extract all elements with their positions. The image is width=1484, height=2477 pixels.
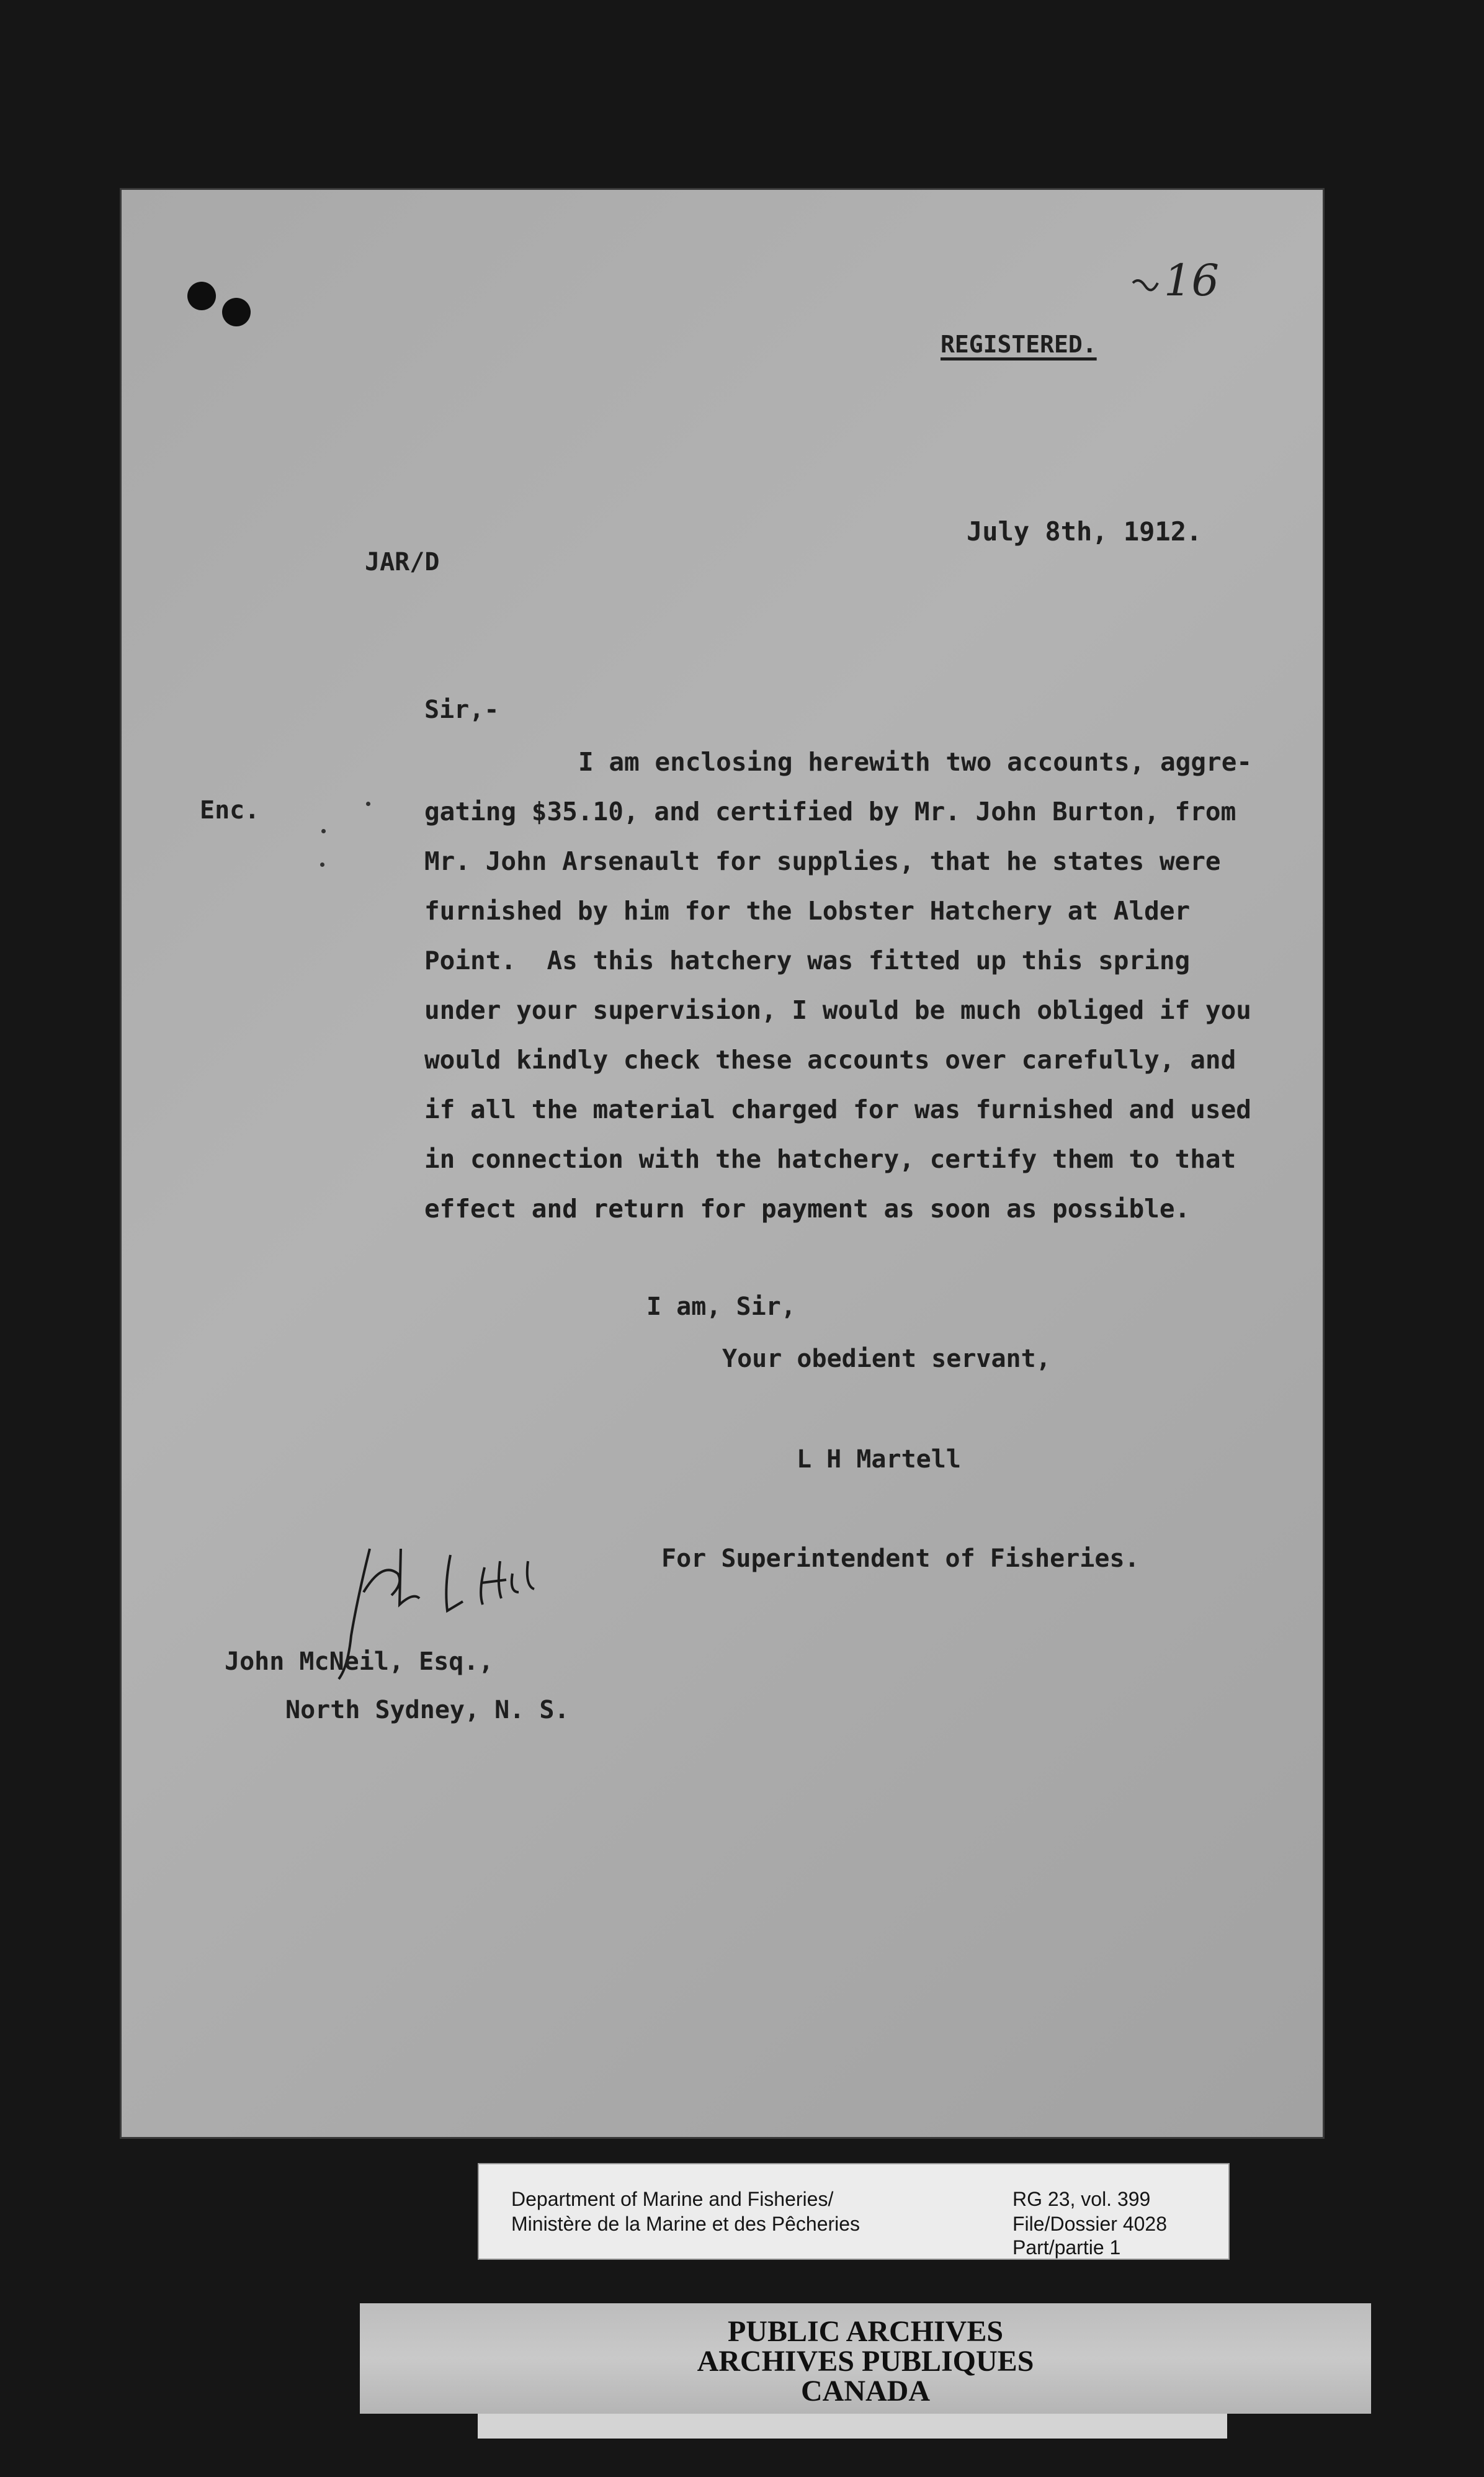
archive-reference-label [478,2163,1230,2260]
letter-page [122,190,1323,2137]
enclosure-mark: Enc. [200,796,260,825]
margin-dot [320,862,324,867]
addressee-name: John McNeil, Esq., [225,1647,494,1676]
reference-code: JAR/D [365,548,440,576]
margin-dot [321,829,326,833]
body-line-1: I am enclosing herewith two accounts, aggre- [578,747,1253,777]
punch-hole-right [222,298,251,326]
closing-line-2: Your obedient servant, [722,1345,1051,1373]
stamp-base [478,2414,1227,2439]
page-mark-text: 16 [1164,255,1220,306]
signatory-title: For Superintendent of Fisheries. [661,1544,1140,1573]
body-line-8: if all the material charged for was furnished and used [424,1095,1251,1124]
closing-line-1: I am, Sir, [646,1292,796,1321]
department-french: Ministère de la Marine et des Pêcheries [511,2213,860,2235]
stamp-line-2: ARCHIVES PUBLIQUES [697,2345,1034,2378]
letter-date: July 8th, 1912. [967,516,1202,547]
body-line-9: in connection with the hatchery, certify them to that [424,1144,1236,1174]
body-line-6: under your supervision, I would be much obliged if you [424,995,1251,1025]
body-line-5: Point. As this hatchery was fitted up this spring [424,946,1191,975]
part-number: Part/partie 1 [1012,2236,1121,2259]
body-line-7: would kindly check these accounts over carefully, and [424,1045,1236,1075]
body-line-2: gating $35.10, and certified by Mr. John Burton, from [424,797,1236,826]
handwritten-initials [264,1524,574,1710]
salutation: Sir,- [424,696,499,724]
body-line-10: effect and return for payment as soon as possible. [424,1194,1191,1224]
record-group: RG 23, vol. 399 [1012,2188,1151,2210]
registered-heading: REGISTERED. [941,331,1097,358]
body-line-4: furnished by him for the Lobster Hatchery at Alder [424,896,1191,926]
body-line-3: Mr. John Arsenault for supplies, that he states were [424,846,1221,876]
punch-hole-left [187,282,216,310]
page-number-handwritten [1127,252,1238,308]
stamp-line-1: PUBLIC ARCHIVES [727,2315,1004,2348]
signatory-name: L H Martell [797,1445,961,1474]
stamp-line-3: CANADA [801,2375,930,2408]
file-number: File/Dossier 4028 [1012,2213,1167,2235]
archives-stamp [360,2303,1371,2414]
addressee-place: North Sydney, N. S. [285,1696,570,1724]
margin-dot [366,802,370,806]
department-english: Department of Marine and Fisheries/ [511,2188,834,2210]
